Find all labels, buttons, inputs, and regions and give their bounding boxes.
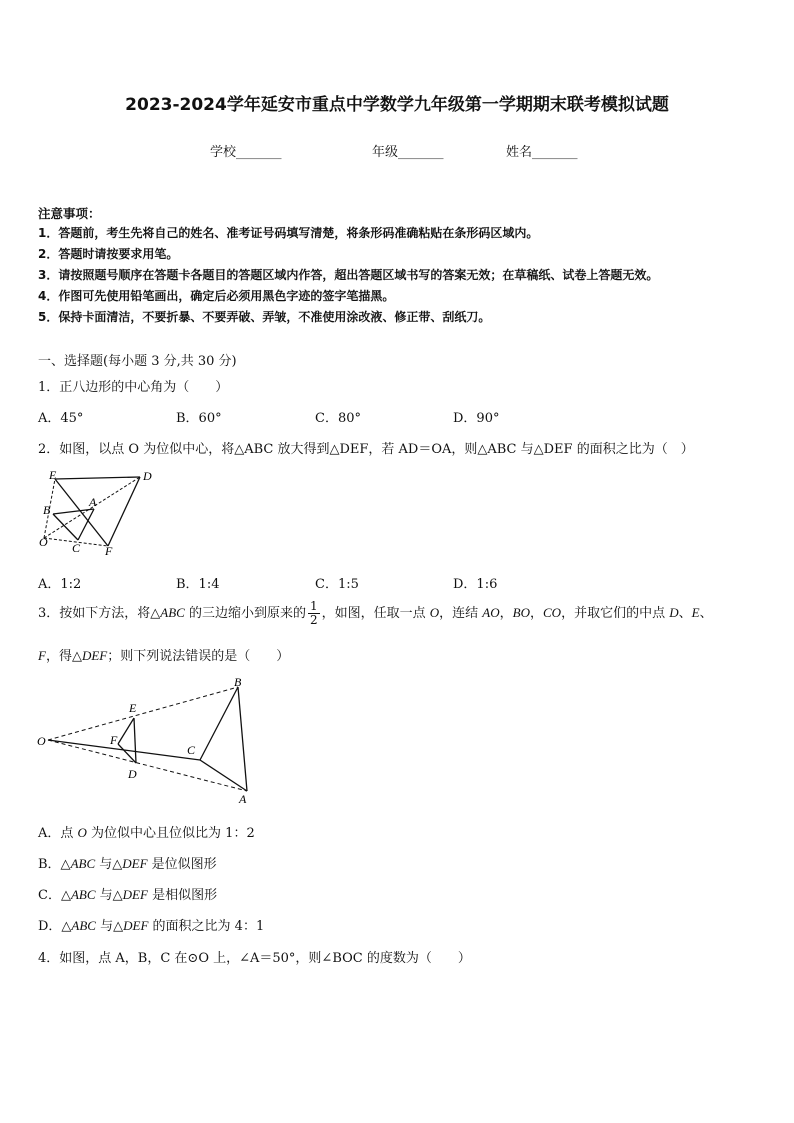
q2-option-a: A．1:2 <box>38 577 82 592</box>
section-heading: 一、选择题(每小题 3 分,共 30 分) <box>38 354 237 369</box>
q1-option-d: D．90° <box>453 411 500 426</box>
q2-figure <box>36 466 160 558</box>
q3-segment-oc <box>48 740 200 760</box>
q3-label-e: E <box>129 701 137 715</box>
q2-label-e: E <box>49 468 57 482</box>
q3-label-d: D <box>128 767 137 781</box>
grade-field: 年级_______ <box>372 145 444 160</box>
note-item: 2．答题时请按要求用笔。 <box>38 247 179 261</box>
q3-dashed-ob <box>48 687 238 740</box>
q3-segment-fd <box>118 744 136 763</box>
question-1-stem: 1．正八边形的中心角为（ ） <box>38 380 229 395</box>
q2-option-c: C．1:5 <box>315 577 359 592</box>
note-item: 3．请按照题号顺序在答题卡各题目的答题区域内作答，超出答题区域书写的答案无效；在草稿纸、试卷上答题无效。 <box>38 268 659 282</box>
q3-option-c: C．△ABC 与△DEF 是相似图形 <box>38 887 218 903</box>
q2-label-f: F <box>105 544 113 558</box>
q3-dashed-oa <box>48 740 247 791</box>
q3-label-a: A <box>239 792 247 806</box>
question-2-stem: 2．如图，以点 O 为位似中心，将△ABC 放大得到△DEF，若 AD＝OA，则△ABC 与△DEF 的面积之比为（ ） <box>38 442 694 457</box>
q3-option-a: A．点 O 为位似中心且位似比为 1：2 <box>38 825 255 841</box>
fraction-one-half: $\frac{1}{2}$ <box>309 599 318 627</box>
q1-option-a: A．45° <box>38 411 84 426</box>
q3-segment-ba <box>238 687 247 791</box>
exam-title: 2023-2024学年延安市重点中学数学九年级第一学期期末联考模拟试题 <box>125 95 669 115</box>
q3-option-d: D．△ABC 与△DEF 的面积之比为 4：1 <box>38 918 265 934</box>
q2-label-b: B <box>43 503 51 517</box>
q3-label-o: O <box>37 734 46 748</box>
note-item: 1．答题前，考生先将自己的姓名、准考证号码填写清楚，将条形码准确粘贴在条形码区域内。 <box>38 226 539 240</box>
q2-label-o: O <box>39 535 48 549</box>
note-item: 5．保持卡面清洁，不要折暴、不要弄破、弄皱，不准使用涂改液、修正带、刮纸刀。 <box>38 310 491 324</box>
q1-option-b: B．60° <box>176 411 222 426</box>
q2-label-d: D <box>143 469 152 483</box>
q3-label-b: B <box>234 675 242 689</box>
q1-option-c: C．80° <box>315 411 361 426</box>
q3-segment-ca <box>200 760 247 791</box>
q2-label-c: C <box>72 541 81 555</box>
q3-label-c: C <box>187 743 196 757</box>
notes-heading: 注意事项： <box>38 206 101 221</box>
q3-segment-ed <box>134 718 136 763</box>
q2-segment-df <box>108 477 140 546</box>
q3-figure <box>34 674 264 808</box>
q3-option-b: B．△ABC 与△DEF 是位似图形 <box>38 856 217 872</box>
name-field: 姓名_______ <box>506 145 578 160</box>
q2-option-b: B．1:4 <box>176 577 220 592</box>
question-3-stem-line1: 3．按如下方法，将△ABC 的三边缩小到原来的 $\frac{1}{2}$ ，如图，任取一点 O，连结 AO，BO，CO，并取它们的中点 D、E、 <box>38 599 713 627</box>
q2-label-a: A <box>89 495 97 509</box>
question-3-stem-line2: F，得△DEF；则下列说法错误的是（ ） <box>38 648 290 664</box>
school-field: 学校_______ <box>210 145 282 160</box>
q3-segment-ef <box>118 718 134 744</box>
q2-segment-bc <box>53 514 78 540</box>
question-4-stem: 4．如图，点 A，B，C 在⊙O 上，∠A＝50°，则∠BOC 的度数为（ ） <box>38 951 471 966</box>
note-item: 4．作图可先使用铅笔画出，确定后必须用黑色字迹的签字笔描黑。 <box>38 289 395 303</box>
q2-option-d: D．1:6 <box>453 577 498 592</box>
q3-label-f: F <box>110 733 118 747</box>
q2-segment-ed <box>55 477 140 479</box>
q3-segment-bc <box>200 687 238 760</box>
